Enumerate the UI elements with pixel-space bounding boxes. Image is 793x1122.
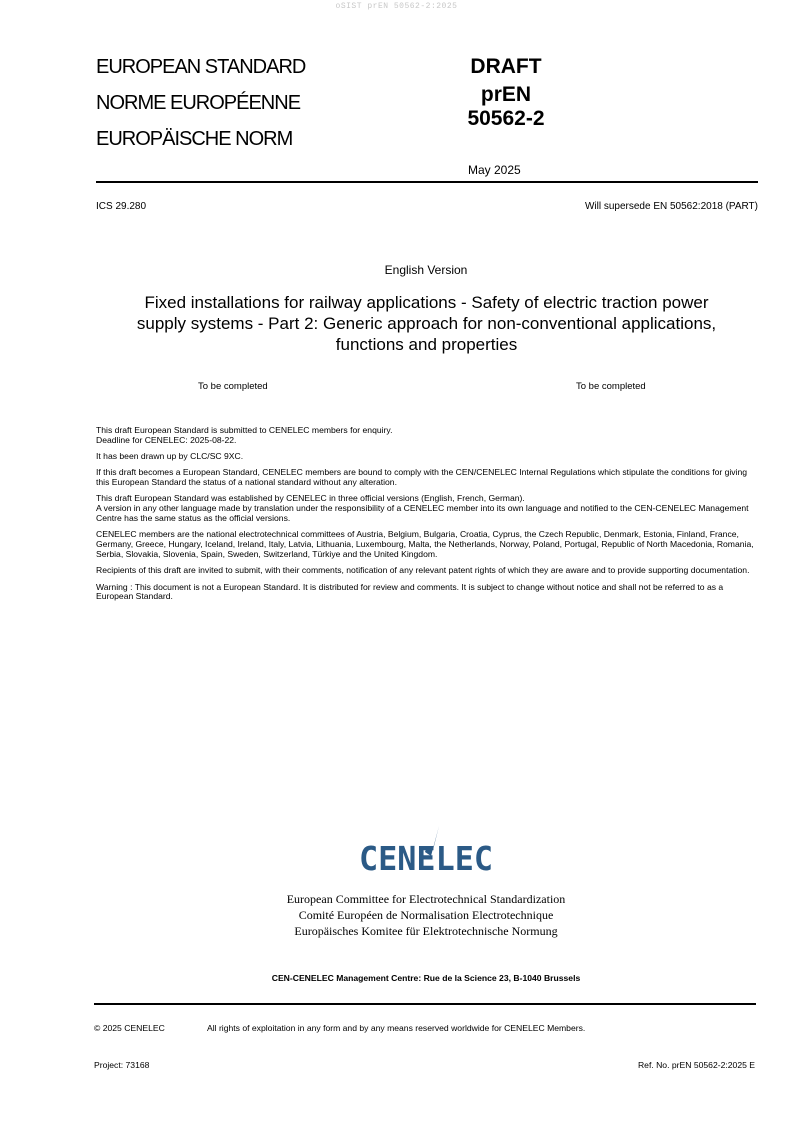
language-version: English Version [384,263,468,277]
regulations-line: If this draft becomes a European Standard, CENELEC members are bound to comply with the CEN/CENELEC Internal Regulations which stipulate the conditions for giving this European Standard the status of a national standard without any alteration. [96,467,748,488]
standard-name-de: EUROPÄISCHE NORM [96,128,293,150]
ics-code: ICS 29.280 [96,201,147,212]
document-number: prEN 50562-2 [467,83,545,130]
project-number: Project: 73168 [94,1060,150,1070]
organization-names [0,891,793,939]
enquiry-notice [96,426,756,609]
placeholder-right: To be completed [576,381,646,392]
cenelec-logo [0,822,793,880]
patents-line: Recipients of this draft are invited to submit, with their comments, notification of any relevant patent rights of which they are aware and to provide supporting documentation. [96,565,750,576]
versions-line: This draft European Standard was established by CENELEC in three official versions (English, French, German). [96,493,525,504]
organization-name-en: European Committee for Electrotechnical Standardization [286,892,566,906]
paragraph-patents [96,566,756,576]
translation-line: A version in any other language made by translation under the responsibility of a CENELEC member into its own language and notified to the CEN-CENELEC Management Centre has the same status as the official versions. [96,503,749,524]
members-line: CENELEC members are the national electrotechnical committees of Austria, Belgium, Bulgaria, Croatia, Cyprus, the Czech Republic, Denmark, Estonia, Finland, France, Germany, Greece, Hungary, Iceland, Ireland, Italy, Latvia, Lithuania, Luxembourg, Malta, the Netherlands, Norway, Poland, Portugal, Republic of North Macedonia, Romania, Serbia, Slovakia, Slovenia, Spain, Sweden, Switzerland, Türkiye and the United Kingdom. [96,529,754,559]
footer-rule [94,1003,756,1005]
publication-date: May 2025 [468,163,521,177]
document-title: Fixed installations for railway applications - Safety of electric traction power supply systems - Part 2: Generic approach for non-conventional applications, functions and properties [136,293,717,354]
paragraph-warning [96,583,756,603]
warning-line: Warning : This document is not a European Standard. It is distributed for review and comments. It is subject to change without notice and shall not be referred to as a European Standard. [96,581,724,602]
standard-name-en: EUROPEAN STANDARD [96,56,306,78]
paragraph-regulations [96,468,756,488]
organization-name-de: Europäisches Komitee für Elektrotechnische Normung [294,924,558,938]
enquiry-line: This draft European Standard is submitted to CENELEC members for enquiry. [96,425,393,435]
paragraph-committee [96,452,756,462]
watermark: oSIST prEN 50562-2:2025 [335,2,458,11]
reference-number: Ref. No. prEN 50562-2:2025 E [637,1060,755,1070]
header-rule [96,181,758,183]
supersede-note: Will supersede EN 50562:2018 (PART) [584,201,758,212]
management-centre-address: CEN-CENELEC Management Centre: Rue de la Science 23, B-1040 Brussels [271,973,581,983]
standard-name-fr: NORME EUROPÉENNE [96,92,301,114]
cenelec-logo-text: CENELEC [359,839,493,878]
paragraph-enquiry [96,426,756,446]
cenelec-logo-graphic [351,822,501,880]
placeholder-left: To be completed [198,381,268,392]
rights-statement: All rights of exploitation in any form and by any means reserved worldwide for CENELEC Members. [207,1023,586,1033]
organization-name-fr: Comité Européen de Normalisation Electrotechnique [298,908,554,922]
paragraph-members [96,530,756,559]
deadline-line: Deadline for CENELEC: 2025-08-22. [96,434,237,445]
paragraph-versions [96,494,756,523]
committee-line: It has been drawn up by CLC/SC 9XC. [96,451,244,462]
copyright: © 2025 CENELEC [94,1023,165,1033]
draft-label: DRAFT [470,55,542,78]
